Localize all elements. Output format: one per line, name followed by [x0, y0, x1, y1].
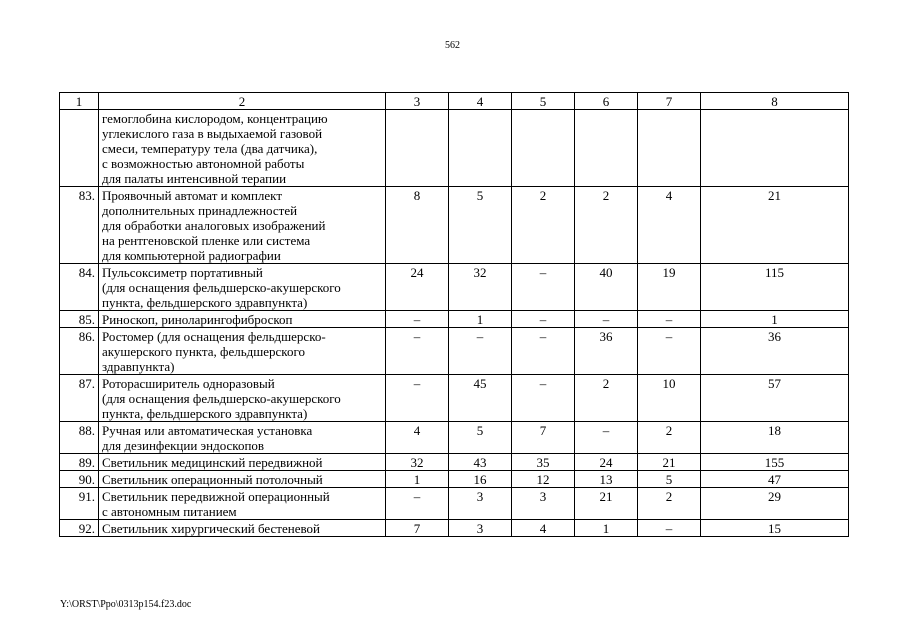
table-row — [60, 187, 849, 264]
table-row — [60, 488, 849, 520]
item-name: Ручная или автоматическая установка для дезинфекции эндоскопов — [99, 422, 386, 454]
item-name: Проявочный автомат и комплект дополнительных принадлежностей для обработки аналоговых изображений на рентгеновской пленке или система для компьютерной радиографии — [99, 187, 386, 264]
value-col-5 — [512, 110, 575, 187]
value-col-7: 2 — [638, 422, 701, 454]
value-col-3 — [386, 110, 449, 187]
row-number: 90. — [60, 471, 99, 488]
value-col-7: 4 — [638, 187, 701, 264]
header-cell-8: 8 — [701, 93, 849, 110]
equipment-table — [59, 92, 849, 537]
value-total: 15 — [701, 520, 849, 537]
header-cell-4: 4 — [449, 93, 512, 110]
table-row — [60, 110, 849, 187]
value-col-6: 40 — [575, 264, 638, 311]
row-number: 87. — [60, 375, 99, 422]
table-row — [60, 471, 849, 488]
item-name: Светильник операционный потолочный — [99, 471, 386, 488]
page-number: 562 — [445, 40, 460, 51]
row-number: 86. — [60, 328, 99, 375]
value-col-4: 5 — [449, 422, 512, 454]
value-col-6: – — [575, 422, 638, 454]
value-col-5: – — [512, 264, 575, 311]
row-number: 91. — [60, 488, 99, 520]
value-col-6: 21 — [575, 488, 638, 520]
value-col-7: 10 — [638, 375, 701, 422]
row-number: 88. — [60, 422, 99, 454]
table-row — [60, 375, 849, 422]
value-total: 1 — [701, 311, 849, 328]
value-total: 47 — [701, 471, 849, 488]
item-name: Светильник передвижной операционный с автономным питанием — [99, 488, 386, 520]
value-col-3: – — [386, 375, 449, 422]
value-col-6: 36 — [575, 328, 638, 375]
item-name: гемоглобина кислородом, концентрацию углекислого газа в выдыхаемой газовой смеси, температуру тела (два датчика), с возможностью автономной работы для палаты интенсивной терапии — [99, 110, 386, 187]
item-name: Светильник медицинский передвижной — [99, 454, 386, 471]
value-col-5: 7 — [512, 422, 575, 454]
value-col-5: 12 — [512, 471, 575, 488]
table-row — [60, 422, 849, 454]
value-total: 57 — [701, 375, 849, 422]
header-cell-1: 1 — [60, 93, 99, 110]
table-row — [60, 328, 849, 375]
header-cell-3: 3 — [386, 93, 449, 110]
value-col-7: 5 — [638, 471, 701, 488]
value-col-5: – — [512, 311, 575, 328]
value-total: 115 — [701, 264, 849, 311]
value-col-3: – — [386, 328, 449, 375]
item-name: Ростомер (для оснащения фельдшерско- акушерского пункта, фельдшерского здравпункта) — [99, 328, 386, 375]
value-col-6: – — [575, 311, 638, 328]
value-col-4: 5 — [449, 187, 512, 264]
value-col-3: – — [386, 488, 449, 520]
value-col-7: – — [638, 328, 701, 375]
value-col-7: – — [638, 520, 701, 537]
value-col-6 — [575, 110, 638, 187]
value-col-5: – — [512, 328, 575, 375]
header-cell-7: 7 — [638, 93, 701, 110]
value-col-3: 8 — [386, 187, 449, 264]
value-col-6: 2 — [575, 187, 638, 264]
value-total: 18 — [701, 422, 849, 454]
header-row — [60, 93, 849, 110]
value-col-5: 35 — [512, 454, 575, 471]
value-col-3: 24 — [386, 264, 449, 311]
value-col-3: 32 — [386, 454, 449, 471]
row-number: 89. — [60, 454, 99, 471]
value-col-6: 24 — [575, 454, 638, 471]
value-col-4: 32 — [449, 264, 512, 311]
table-row — [60, 264, 849, 311]
item-name: Риноскоп, риноларингофиброскоп — [99, 311, 386, 328]
value-col-3: – — [386, 311, 449, 328]
value-col-5: 2 — [512, 187, 575, 264]
value-col-6: 2 — [575, 375, 638, 422]
value-col-7: 21 — [638, 454, 701, 471]
file-path-footer: Y:\ORST\Ppo\0313p154.f23.doc — [60, 599, 192, 610]
value-col-7 — [638, 110, 701, 187]
value-total: 155 — [701, 454, 849, 471]
value-col-4: 43 — [449, 454, 512, 471]
row-number — [60, 110, 99, 187]
value-col-6: 1 — [575, 520, 638, 537]
row-number: 85. — [60, 311, 99, 328]
value-col-4: 16 — [449, 471, 512, 488]
value-col-6: 13 — [575, 471, 638, 488]
header-cell-6: 6 — [575, 93, 638, 110]
row-number: 84. — [60, 264, 99, 311]
header-cell-2: 2 — [99, 93, 386, 110]
value-total: 29 — [701, 488, 849, 520]
value-col-4 — [449, 110, 512, 187]
value-col-3: 7 — [386, 520, 449, 537]
table-row — [60, 454, 849, 471]
value-total: 36 — [701, 328, 849, 375]
value-col-5: 4 — [512, 520, 575, 537]
value-col-5: – — [512, 375, 575, 422]
header-cell-5: 5 — [512, 93, 575, 110]
item-name: Светильник хирургический бестеневой — [99, 520, 386, 537]
value-col-7: 19 — [638, 264, 701, 311]
value-col-4: 3 — [449, 520, 512, 537]
item-name: Роторасширитель одноразовый (для оснащения фельдшерско-акушерского пункта, фельдшерского здравпункта) — [99, 375, 386, 422]
value-col-5: 3 — [512, 488, 575, 520]
value-total — [701, 110, 849, 187]
value-col-4: – — [449, 328, 512, 375]
row-number: 83. — [60, 187, 99, 264]
table-row — [60, 520, 849, 537]
table-row — [60, 311, 849, 328]
value-col-3: 4 — [386, 422, 449, 454]
value-col-7: 2 — [638, 488, 701, 520]
value-total: 21 — [701, 187, 849, 264]
value-col-4: 3 — [449, 488, 512, 520]
value-col-4: 45 — [449, 375, 512, 422]
value-col-3: 1 — [386, 471, 449, 488]
row-number: 92. — [60, 520, 99, 537]
value-col-4: 1 — [449, 311, 512, 328]
value-col-7: – — [638, 311, 701, 328]
item-name: Пульсоксиметр портативный (для оснащения фельдшерско-акушерского пункта, фельдшерского здравпункта) — [99, 264, 386, 311]
